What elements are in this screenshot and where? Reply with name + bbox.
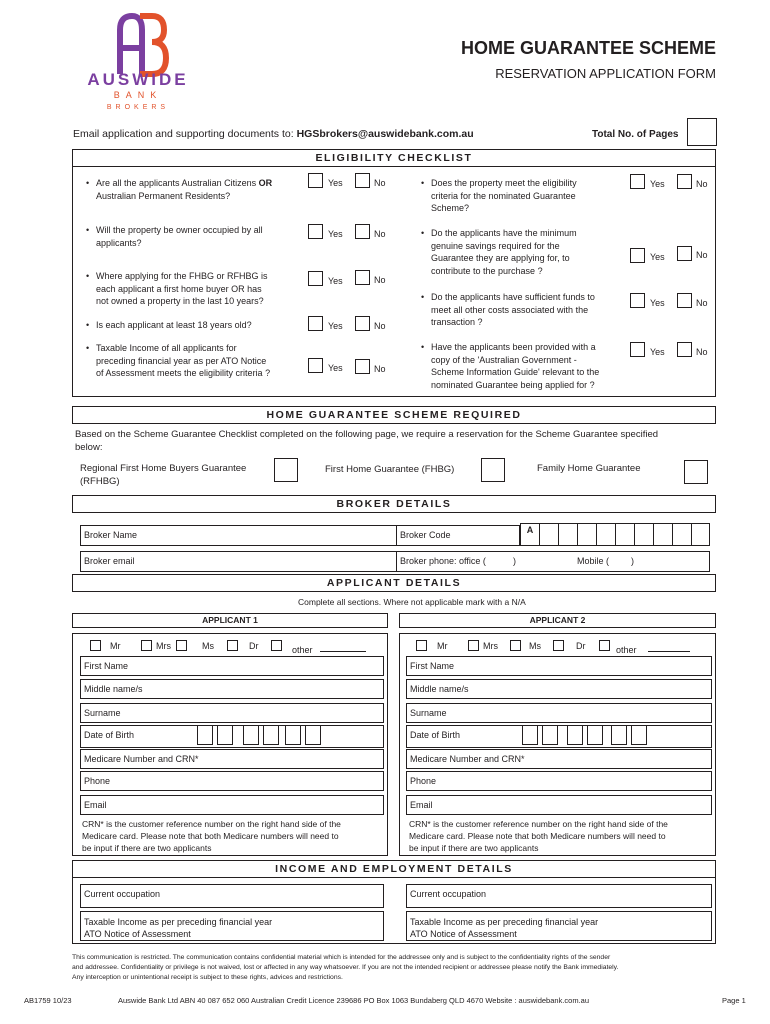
app1-taxable-income-field[interactable]: Taxable Income as per preceding financial year ATO Notice of Assessment <box>80 911 384 941</box>
q2-no-checkbox[interactable] <box>355 224 370 239</box>
broker-code-digit[interactable] <box>559 524 578 545</box>
q1-yes-label: Yes <box>328 178 343 188</box>
app1-occupation-field[interactable]: Current occupation <box>80 884 384 908</box>
app1-email-field[interactable]: Email <box>80 795 384 815</box>
broker-code-label: Broker Code <box>400 530 451 540</box>
q6-no-label: No <box>696 179 708 189</box>
app1-dr-checkbox[interactable] <box>227 640 238 651</box>
broker-code-boxes <box>520 523 710 546</box>
app2-dr-label: Dr <box>576 641 586 651</box>
eligibility-q3: • Where applying for the FHBG or RFHBG is each applicant a first home buyer OR has not owned a property in the last 10 years? <box>96 270 306 308</box>
auswide-logo <box>68 8 208 114</box>
q6-yes-checkbox[interactable] <box>630 174 645 189</box>
q9-no-label: No <box>696 347 708 357</box>
broker-email-field[interactable] <box>80 551 397 572</box>
broker-phone-label: Broker phone: office ( <box>400 556 486 566</box>
page-number: Page 1 <box>722 996 746 1005</box>
eligibility-q7: • Do the applicants have the minimum genuine savings required for the Guarantee they are applying for, to contribute to the purchase ? <box>431 227 626 277</box>
app2-phone-field[interactable]: Phone <box>406 771 712 791</box>
q2-yes-checkbox[interactable] <box>308 224 323 239</box>
app2-other-checkbox[interactable] <box>599 640 610 651</box>
app1-first-name-field[interactable]: First Name <box>80 656 384 676</box>
total-pages-input[interactable] <box>687 118 717 146</box>
eligibility-q8: • Do the applicants have sufficient funds to meet all other costs associated with the transaction ? <box>431 291 626 329</box>
broker-code-digit[interactable] <box>673 524 692 545</box>
email-instruction-text: Email application and supporting documents to: <box>73 128 297 140</box>
broker-code-prefix: A <box>521 524 540 545</box>
q3-yes-checkbox[interactable] <box>308 271 323 286</box>
app2-dob-cell[interactable] <box>567 725 583 745</box>
broker-name-label: Broker Name <box>84 530 138 540</box>
app2-other-label: other <box>616 645 637 655</box>
app2-mrs-checkbox[interactable] <box>468 640 479 651</box>
eligibility-q2: • Will the property be owner occupied by all applicants? <box>96 224 306 249</box>
q3-no-checkbox[interactable] <box>355 270 370 285</box>
q4-no-checkbox[interactable] <box>355 316 370 331</box>
app2-taxable-income-field[interactable]: Taxable Income as per preceding financial year ATO Notice of Assessment <box>406 911 712 941</box>
q7-yes-checkbox[interactable] <box>630 248 645 263</box>
logo-text-brokers: BROKERS <box>106 104 170 111</box>
eligibility-q4: • Is each applicant at least 18 years old? <box>96 319 306 332</box>
broker-code-field[interactable] <box>396 525 520 546</box>
broker-code-digit[interactable] <box>635 524 654 545</box>
app2-crn-note: CRN* is the customer reference number on the right hand side of the Medicare card. Please note that both Medicare numbers will need to be input if there are two applicants <box>409 819 668 853</box>
q7-no-label: No <box>696 250 708 260</box>
broker-name-field[interactable] <box>80 525 397 546</box>
app1-crn-note: CRN* is the customer reference number on the right hand side of the Medicare card. Please note that both Medicare numbers will need to be input if there are two applicants <box>82 819 341 853</box>
app1-ms-label: Ms <box>202 641 214 651</box>
broker-code-digit[interactable] <box>692 524 709 545</box>
app1-surname-field[interactable]: Surname <box>80 703 384 723</box>
q9-yes-label: Yes <box>650 347 665 357</box>
q5-yes-checkbox[interactable] <box>308 358 323 373</box>
broker-code-digit[interactable] <box>540 524 559 545</box>
app2-surname-field[interactable]: Surname <box>406 703 712 723</box>
app1-dob-cell[interactable] <box>285 725 301 745</box>
q7-no-checkbox[interactable] <box>677 246 692 261</box>
eligibility-q6: • Does the property meet the eligibility criteria for the nominated Guarantee Scheme? <box>431 177 626 215</box>
form-subtitle: RESERVATION APPLICATION FORM <box>495 66 716 81</box>
q1-no-checkbox[interactable] <box>355 173 370 188</box>
broker-heading: BROKER DETAILS <box>72 495 716 513</box>
app2-medicare-field[interactable]: Medicare Number and CRN* <box>406 749 712 769</box>
app2-middle-name-field[interactable]: Middle name/s <box>406 679 712 699</box>
eligibility-q1: • Are all the applicants Australian Citizens OR Australian Permanent Residents? <box>96 177 306 202</box>
q8-yes-checkbox[interactable] <box>630 293 645 308</box>
q9-no-checkbox[interactable] <box>677 342 692 357</box>
app2-mrs-label: Mrs <box>483 641 498 651</box>
q5-no-checkbox[interactable] <box>355 359 370 374</box>
confidentiality-disclaimer: This communication is restricted. The communication contains confidential material which is intended for the addressee only and is subject to the confidentiality rights of the sender and addressee. Confidentiality or privilege is not waived, lost or affected in any way whatsoever. If you are not the intended recipient or addressee please notify the Bank immediately. Any interception or unintentional receipt is subject to these rights, advices and restrictions. <box>72 954 619 981</box>
eligibility-q5: • Taxable Income of all applicants for preceding financial year as per ATO Notice of Assessment meets the eligibility criteria ? <box>96 342 306 380</box>
form-title: HOME GUARANTEE SCHEME <box>460 38 716 58</box>
app1-mrs-checkbox[interactable] <box>141 640 152 651</box>
app1-dob-cell[interactable] <box>217 725 233 745</box>
logo-text-bank: BANK <box>113 90 163 100</box>
submission-email: HGSbrokers@auswidebank.com.au <box>296 128 474 140</box>
app2-ms-checkbox[interactable] <box>510 640 521 651</box>
app1-dob-field[interactable]: Date of Birth <box>80 725 384 748</box>
eligibility-heading: ELIGIBILITY CHECKLIST <box>72 149 716 167</box>
rfhbg-checkbox[interactable] <box>274 458 298 482</box>
form-code: AB1759 10/23 <box>24 996 72 1005</box>
app1-mr-label: Mr <box>110 641 121 651</box>
scheme-intro-1: Based on the Scheme Guarantee Checklist completed on the following page, we require a reservation for the Scheme Guarantee specified <box>75 429 659 440</box>
app1-mrs-label: Mrs <box>156 641 171 651</box>
app2-mr-checkbox[interactable] <box>416 640 427 651</box>
broker-mobile-label: Mobile ( <box>577 556 610 566</box>
q9-yes-checkbox[interactable] <box>630 342 645 357</box>
q8-no-checkbox[interactable] <box>677 293 692 308</box>
rfhbg-label: Regional First Home Buyers Guarantee (RFHBG) <box>80 463 247 487</box>
q7-yes-label: Yes <box>650 252 665 262</box>
q2-no-label: No <box>374 229 386 239</box>
app1-other-label: other <box>292 645 313 655</box>
app2-dob-cell[interactable] <box>522 725 538 745</box>
app2-dr-checkbox[interactable] <box>553 640 564 651</box>
family-guarantee-checkbox[interactable] <box>684 460 708 484</box>
broker-email-label: Broker email <box>84 556 135 566</box>
broker-phone-field[interactable] <box>396 551 710 572</box>
q1-no-label: No <box>374 178 386 188</box>
eligibility-q9: • Have the applicants been provided with a copy of the 'Australian Government - Scheme Information Guide' relevant to the nominated Guarantee being applied for ? <box>431 341 626 391</box>
app1-dr-label: Dr <box>249 641 259 651</box>
app2-email-field[interactable]: Email <box>406 795 712 815</box>
fhbg-checkbox[interactable] <box>481 458 505 482</box>
broker-code-digit[interactable] <box>616 524 635 545</box>
applicant-1-heading: APPLICANT 1 <box>72 613 388 628</box>
app2-ms-label: Ms <box>529 641 541 651</box>
q1-yes-checkbox[interactable] <box>308 173 323 188</box>
app1-phone-field[interactable]: Phone <box>80 771 384 791</box>
app1-middle-name-field[interactable]: Middle name/s <box>80 679 384 699</box>
total-pages-label: Total No. of Pages <box>592 129 679 140</box>
q8-no-label: No <box>696 298 708 308</box>
app2-dob-field[interactable]: Date of Birth <box>406 725 712 748</box>
applicant-2-heading: APPLICANT 2 <box>399 613 716 628</box>
logo-text-auswide: AUSWIDE <box>87 70 189 89</box>
app1-ms-checkbox[interactable] <box>176 640 187 651</box>
app2-other-line[interactable] <box>648 651 690 652</box>
q5-no-label: No <box>374 364 386 374</box>
q2-yes-label: Yes <box>328 229 343 239</box>
app1-medicare-field[interactable]: Medicare Number and CRN* <box>80 749 384 769</box>
broker-code-digit[interactable] <box>597 524 616 545</box>
app1-dob-cell[interactable] <box>243 725 259 745</box>
q4-no-label: No <box>374 321 386 331</box>
broker-phone-close: ) <box>513 556 516 566</box>
income-heading: INCOME AND EMPLOYMENT DETAILS <box>72 860 716 878</box>
app1-dob-cell[interactable] <box>305 725 321 745</box>
broker-code-digit[interactable] <box>578 524 597 545</box>
q3-yes-label: Yes <box>328 276 343 286</box>
app2-first-name-field[interactable]: First Name <box>406 656 712 676</box>
broker-mobile-close: ) <box>631 556 634 566</box>
app2-mr-label: Mr <box>437 641 448 651</box>
applicant-note: Complete all sections. Where not applicable mark with a N/A <box>298 597 526 607</box>
app2-dob-cell[interactable] <box>587 725 603 745</box>
app2-occupation-field[interactable]: Current occupation <box>406 884 712 908</box>
app1-dob-cell[interactable] <box>197 725 213 745</box>
app1-other-checkbox[interactable] <box>271 640 282 651</box>
scheme-intro-2: below: <box>75 442 103 453</box>
q4-yes-checkbox[interactable] <box>308 316 323 331</box>
app2-dob-cell[interactable] <box>631 725 647 745</box>
q6-no-checkbox[interactable] <box>677 174 692 189</box>
app1-dob-cell[interactable] <box>263 725 279 745</box>
q8-yes-label: Yes <box>650 298 665 308</box>
company-details: Auswide Bank Ltd ABN 40 087 652 060 Australian Credit Licence 239686 PO Box 1063 Bundaberg QLD 4670 Website : auswidebank.com.au <box>118 996 590 1005</box>
q4-yes-label: Yes <box>328 321 343 331</box>
email-instruction <box>73 128 474 140</box>
app2-dob-cell[interactable] <box>611 725 627 745</box>
app2-dob-cell[interactable] <box>542 725 558 745</box>
app1-other-line[interactable] <box>320 651 366 652</box>
applicant-heading: APPLICANT DETAILS <box>72 574 716 592</box>
q3-no-label: No <box>374 275 386 285</box>
fhbg-label: First Home Guarantee (FHBG) <box>325 464 455 475</box>
q5-yes-label: Yes <box>328 363 343 373</box>
scheme-heading: HOME GUARANTEE SCHEME REQUIRED <box>72 406 716 424</box>
q6-yes-label: Yes <box>650 179 665 189</box>
family-guarantee-label: Family Home Guarantee <box>537 463 641 474</box>
app1-mr-checkbox[interactable] <box>90 640 101 651</box>
broker-code-digit[interactable] <box>654 524 673 545</box>
